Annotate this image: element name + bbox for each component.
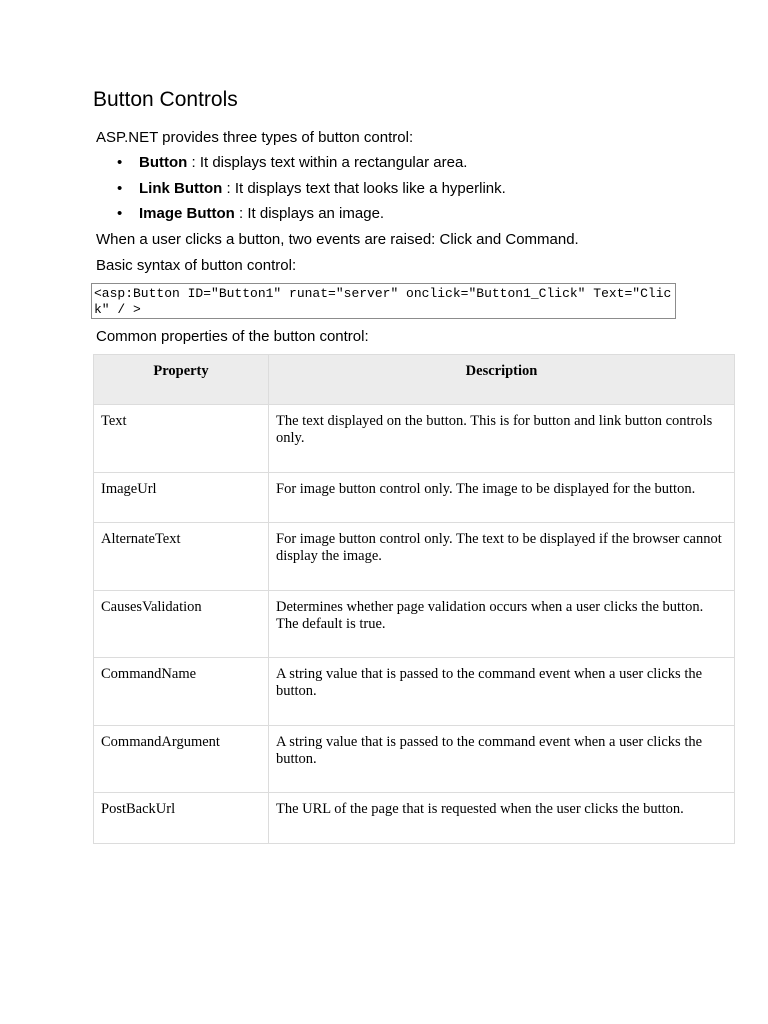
property-cell: CommandName	[94, 658, 269, 726]
bullet-term: Button	[139, 154, 188, 171]
button-types-list	[96, 153, 506, 230]
properties-table	[93, 354, 735, 844]
table-row	[94, 523, 735, 591]
property-cell: AlternateText	[94, 523, 269, 591]
description-cell: The URL of the page that is requested when the user clicks the button.	[269, 793, 735, 844]
header-description: Description	[269, 355, 735, 405]
table-row	[94, 725, 735, 793]
description-cell: For image button control only. The image to be displayed for the button.	[269, 472, 735, 523]
property-cell: Text	[94, 405, 269, 473]
description-cell: A string value that is passed to the command event when a user clicks the button.	[269, 658, 735, 726]
list-item	[96, 153, 506, 179]
description-cell: A string value that is passed to the command event when a user clicks the button.	[269, 725, 735, 793]
list-item	[96, 204, 506, 230]
properties-label: Common properties of the button control:	[96, 328, 369, 345]
page-title: Button Controls	[93, 88, 238, 111]
property-cell: CausesValidation	[94, 590, 269, 658]
events-text: When a user clicks a button, two events are raised: Click and Command.	[96, 231, 579, 248]
description-cell: Determines whether page validation occurs when a user clicks the button. The default is true.	[269, 590, 735, 658]
property-cell: CommandArgument	[94, 725, 269, 793]
bullet-icon: •	[117, 154, 123, 171]
intro-text: ASP.NET provides three types of button control:	[96, 129, 414, 146]
bullet-icon: •	[117, 205, 123, 222]
bullet-term: Link Button	[139, 179, 223, 197]
bullet-text: : It displays an image.	[234, 205, 385, 222]
bullet-icon: •	[117, 179, 123, 197]
property-cell: PostBackUrl	[94, 793, 269, 844]
code-block: <asp:Button ID="Button1" runat="server" onclick="Button1_Click" Text="Click" / >	[91, 283, 676, 319]
table-row	[94, 590, 735, 658]
table-row	[94, 405, 735, 473]
bullet-term: Image Button	[139, 205, 235, 222]
description-cell: For image button control only. The text to be displayed if the browser cannot display the image.	[269, 523, 735, 591]
header-property: Property	[94, 355, 269, 405]
table-row	[94, 472, 735, 523]
table-row	[94, 793, 735, 844]
bullet-text: : It displays text within a rectangular area.	[187, 154, 468, 171]
description-cell: The text displayed on the button. This is for button and link button controls only.	[269, 405, 735, 473]
table-row	[94, 658, 735, 726]
table-header-row	[94, 355, 735, 405]
bullet-text: : It displays text that looks like a hyperlink.	[222, 179, 506, 197]
property-cell: ImageUrl	[94, 472, 269, 523]
syntax-label: Basic syntax of button control:	[96, 257, 297, 274]
list-item	[96, 179, 506, 205]
